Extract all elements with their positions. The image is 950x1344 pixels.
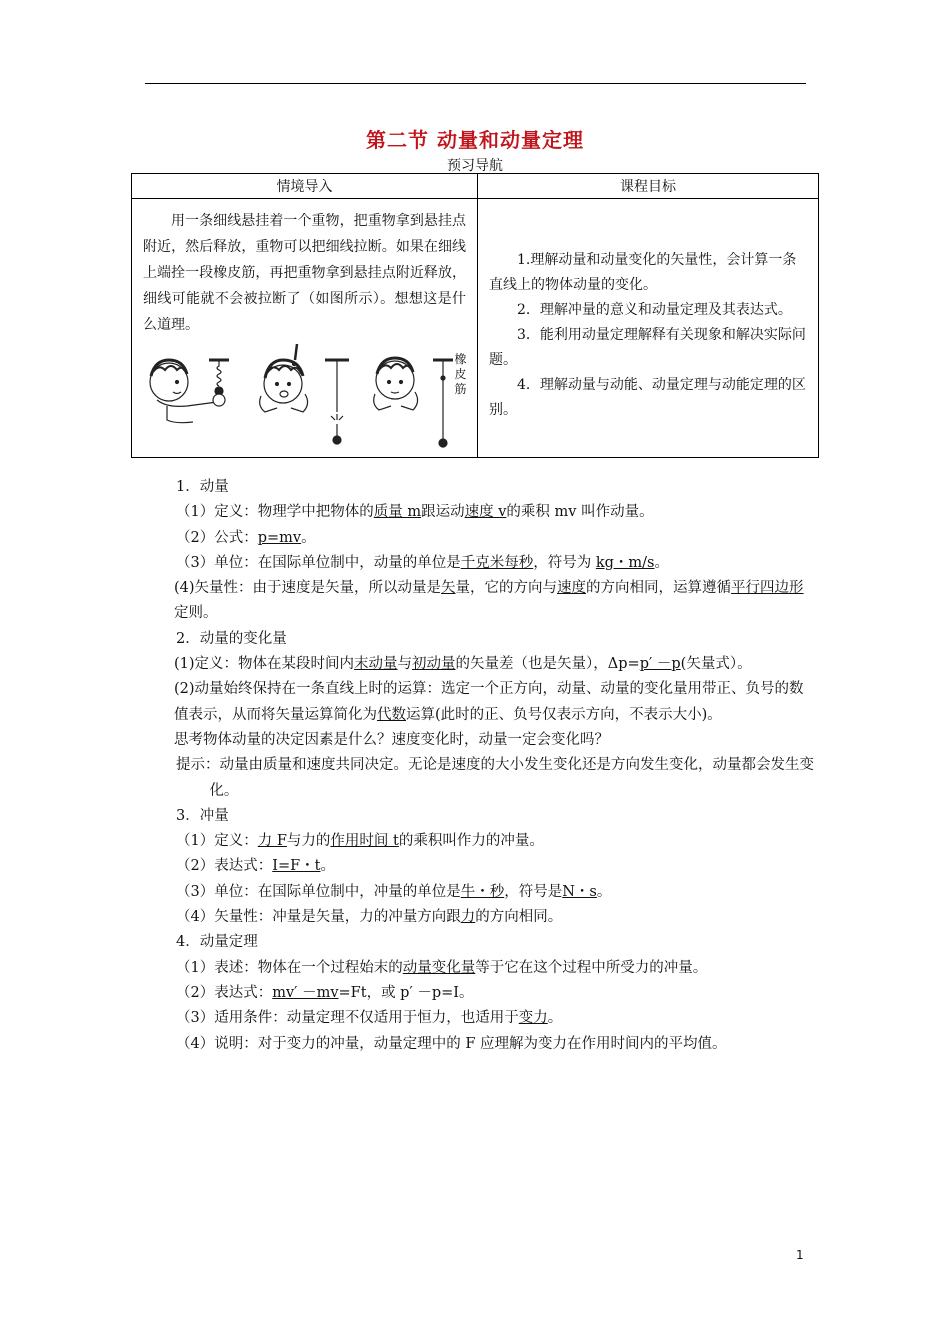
answer-blank: 动量变化量 bbox=[402, 959, 476, 976]
scenario-text: 用一条细线悬挂着一个重物，把重物拿到悬挂点附近，然后释放，重物可以把细线拉断。如果在细线上端拴一段橡皮筋，再把重物拿到悬挂点附近释放，细线可能就不会被拉断了（如图所示）。想想这是什么道理。 bbox=[143, 213, 466, 333]
text-line: （3）单位：在国际单位制中，冲量的单位是牛・秒，符号是N・s。 bbox=[176, 883, 612, 900]
text-line: (4)矢量性：由于速度是矢量，所以动量是矢量，它的方向与速度的方向相同，运算遵循平行四边形定则。 bbox=[174, 580, 804, 622]
page-title: 第二节 动量和动量定理 bbox=[366, 128, 584, 152]
answer-blank: I=F・t bbox=[272, 858, 321, 875]
answer-blank: 速度 bbox=[557, 580, 587, 597]
answer-blank: 力 bbox=[460, 909, 476, 926]
answer-blank: kg・m/s bbox=[595, 554, 655, 571]
goal-item: 4．理解动量与动能、动量定理与动能定理的区别。 bbox=[489, 377, 806, 418]
answer-blank: 牛・秒 bbox=[460, 883, 505, 900]
answer-blank: 变力 bbox=[518, 1010, 548, 1027]
hint-text: 提示：动量由质量和速度共同决定。无论是速度的大小发生变化还是方向发生变化，动量都会发生变化。 bbox=[176, 757, 814, 799]
section-heading: 2．动量的变化量 bbox=[176, 630, 287, 647]
answer-blank: 速度 v bbox=[464, 504, 507, 521]
answer-blank: 平行四边形 bbox=[731, 580, 804, 597]
answer-blank: mv′ －mv bbox=[272, 984, 339, 1001]
answer-blank: 代数 bbox=[377, 706, 406, 723]
answer-blank: 作用时间 t bbox=[330, 833, 399, 850]
child-with-string-icon bbox=[260, 344, 349, 444]
right-header: 课程目标 bbox=[478, 174, 819, 199]
pendulum-illustration bbox=[137, 342, 473, 452]
answer-blank: p=mv bbox=[257, 529, 302, 546]
answer-blank: 力 F bbox=[257, 833, 287, 850]
header-rule bbox=[145, 83, 806, 84]
child-with-rubber-band-icon bbox=[374, 358, 453, 447]
answer-blank: 矢 bbox=[441, 580, 456, 597]
answer-blank: 初动量 bbox=[412, 656, 456, 673]
text-line: （2）表达式：mv′ －mv=Ft，或 p′ －p=I。 bbox=[176, 984, 474, 1001]
answer-blank: N・s bbox=[562, 883, 597, 900]
section-heading: 4．动量定理 bbox=[176, 934, 258, 951]
goal-item: 1.理解动量和动量变化的矢量性，会计算一条直线上的物体动量的变化。 bbox=[489, 252, 797, 293]
preview-table bbox=[131, 173, 819, 458]
think-question: 思考物体动量的决定因素是什么？速度变化时，动量一定会变化吗？ bbox=[174, 731, 609, 748]
text-line: （2）公式：p=mv。 bbox=[176, 529, 316, 546]
section-heading: 3．冲量 bbox=[176, 807, 229, 824]
section-subtitle: 预习导航 bbox=[447, 158, 503, 174]
text-line: （3）适用条件：动量定理不仅适用于恒力，也适用于变力。 bbox=[176, 1010, 563, 1027]
text-line: (1)定义：物体在某段时间内末动量与初动量的矢量差（也是矢量），Δp=p′ －p(矢量式）。 bbox=[174, 656, 752, 673]
text-line: （1）定义：物理学中把物体的质量 m跟运动速度 v的乘积 mv 叫作动量。 bbox=[176, 504, 654, 521]
child-with-spring-icon bbox=[150, 360, 229, 423]
text-line: （3）单位：在国际单位制中，动量的单位是千克米每秒，符号为 kg・m/s。 bbox=[176, 554, 669, 571]
content-body bbox=[176, 475, 816, 1057]
text-line: （4）矢量性：冲量是矢量，力的冲量方向跟力的方向相同。 bbox=[176, 909, 563, 926]
text-line: （4）说明：对于变力的冲量，动量定理中的 F 应理解为变力在作用时间内的平均值。 bbox=[176, 1035, 727, 1052]
goal-item: 2．理解冲量的意义和动量定理及其表达式。 bbox=[517, 302, 792, 318]
answer-blank: p′ －p bbox=[639, 656, 681, 673]
answer-blank: 质量 m bbox=[373, 504, 422, 521]
text-line: （1）表述：物体在一个过程始末的动量变化量等于它在这个过程中所受力的冲量。 bbox=[176, 959, 708, 976]
section-heading: 1．动量 bbox=[176, 479, 229, 495]
answer-blank: 千克米每秒 bbox=[460, 554, 534, 571]
goals-cell bbox=[478, 199, 819, 458]
answer-blank: 末动量 bbox=[354, 656, 398, 673]
rubber-band-label: 橡皮筋 bbox=[454, 351, 467, 396]
goal-item: 3．能利用动量定理解释有关现象和解决实际问题。 bbox=[489, 327, 806, 368]
text-line: （1）定义：力 F与力的作用时间 t的乘积叫作力的冲量。 bbox=[176, 833, 544, 850]
page-number: 1 bbox=[796, 1248, 804, 1262]
scenario-cell bbox=[132, 199, 478, 458]
left-header: 情境导入 bbox=[132, 174, 478, 199]
text-line: （2）表达式：I=F・t。 bbox=[176, 858, 335, 875]
text-line: (2)动量始终保持在一条直线上时的运算：选定一个正方向，动量、动量的变化量用带正、负号的数值表示，从而将矢量运算简化为代数运算(此时的正、负号仅表示方向，不表示大小)。 bbox=[174, 681, 804, 723]
